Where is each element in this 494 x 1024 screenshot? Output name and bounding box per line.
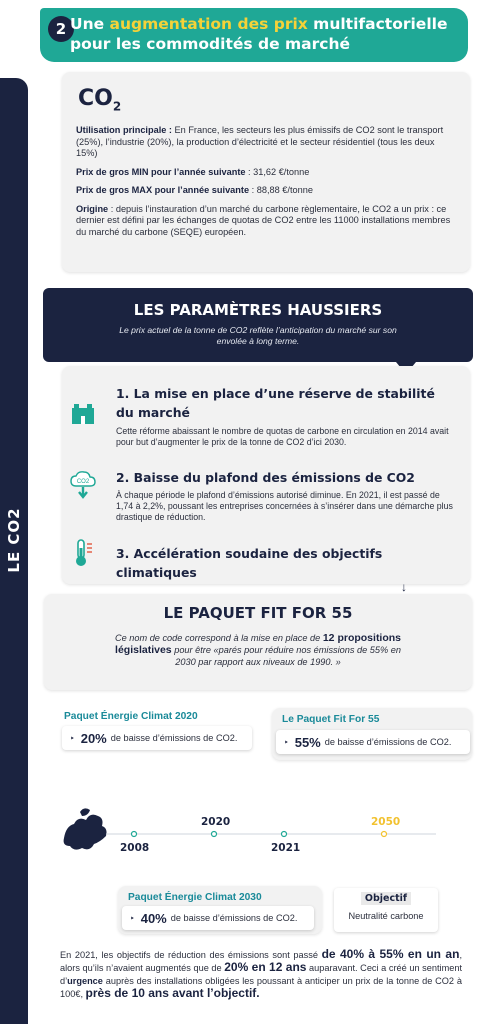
objectif-text: Neutralité carbone <box>348 911 424 921</box>
package-text: de baisse d’émissions de CO2. <box>324 737 452 747</box>
co2-heading-main: CO <box>78 86 113 111</box>
footer-text: auprès des installations obligées les poussant à anticiper un prix de la tonne de CO2 à 100€, <box>60 975 462 1000</box>
footer-text: , alors qu’ils n’avaient augmentés que de <box>60 950 462 974</box>
usage-label: Utilisation principale : <box>76 125 175 136</box>
fit55-text-bold: 12 propositions législatives <box>115 632 402 656</box>
package-2030-box <box>122 906 314 930</box>
package-value: 40% <box>140 910 167 926</box>
max-price-label: Prix de gros MAX pour l’année suivante <box>76 185 250 196</box>
title-part: multifactorielle pour les commodités de marché <box>70 15 448 53</box>
footer-text: auparavant. Ceci a créé un sentiment d’ <box>60 963 462 986</box>
fit55-title: LE PAQUET FIT FOR 55 <box>163 604 353 622</box>
timeline-year: 2020 <box>201 816 231 828</box>
min-price-label: Prix de gros MIN pour l’année suivante <box>76 166 246 177</box>
co2-heading-sub: 2 <box>112 99 122 114</box>
package-value: 55% <box>294 734 321 750</box>
package-2020-box <box>62 726 252 750</box>
timeline-year: 2050 <box>371 816 401 828</box>
bullet-icon: ‣ <box>70 733 75 743</box>
bullet-icon: ‣ <box>130 913 135 923</box>
item-title: 3. Accélération soudaine des objectifs climatiques <box>116 546 383 580</box>
objectif-title: Objectif <box>361 892 411 905</box>
item-title: 1. La mise en place d’une réserve de stabilité du marché <box>116 386 435 420</box>
building-icon <box>70 398 96 428</box>
origin-label: Origine <box>76 203 109 214</box>
package-2030-title: Paquet Énergie Climat 2030 <box>128 892 262 903</box>
co2-cloud-icon <box>70 470 96 500</box>
footer-bold: de 40% à 55% en un an <box>321 947 460 961</box>
timeline-year: 2021 <box>271 842 301 854</box>
usage-text: En France, les secteurs les plus émissifs de CO2 sont le transport (25%), l’industrie (20%), la production d’électricité et le secteur résidentiel (tous les deux 15%) <box>76 125 444 159</box>
timeline-year: 2008 <box>120 842 150 854</box>
co2-cloud-label: CO2 <box>76 479 90 485</box>
footer-bold: près de 10 ans avant l’objectif. <box>85 986 260 1001</box>
footer-text: En 2021, les objectifs de réduction des émissions sont passé <box>60 950 322 960</box>
origin-text: : depuis l’instauration d’un marché du carbone règlementaire, le CO2 a un prix : ce dernier est défini par les échanges de quotas de CO2 entre les 11000 installations membres du marché du carbone (SEQE) européen. <box>76 203 451 237</box>
origin-paragraph <box>76 204 456 239</box>
usage-paragraph <box>76 125 456 160</box>
package-value: 20% <box>80 730 107 746</box>
objectif-box <box>334 888 438 932</box>
fit55-text-part: pour être «parés pour réduire nos émissions de 55% en 2030 par rapport aux niveaux de 1990. » <box>171 645 401 667</box>
section-title <box>70 14 468 54</box>
params-title: LES PARAMÈTRES HAUSSIERS <box>133 301 383 319</box>
side-label: LE CO2 <box>5 507 23 573</box>
footer-bold: urgence <box>67 975 103 986</box>
thermometer-icon <box>70 538 96 568</box>
section-header <box>40 8 468 62</box>
fit55-text-part: Ce nom de code correspond à la mise en place de <box>114 633 323 643</box>
item-text: Cette réforme abaissant le nombre de quotas de carbone en circulation en 2014 avait pour but d’augmenter le prix de la tonne de CO2 d’ici 2030. <box>116 426 449 447</box>
max-price <box>76 185 456 197</box>
params-subtitle: Le prix actuel de la tonne de CO2 reflète l’anticipation du marché sur son envolée à long terme. <box>119 325 397 346</box>
down-arrow-icon: ↓ <box>401 580 407 594</box>
min-price <box>76 167 456 179</box>
section-number: 2 <box>48 16 74 42</box>
timeline <box>60 804 440 864</box>
params-list <box>62 366 470 584</box>
co2-heading <box>78 86 456 113</box>
package-2020-title: Paquet Énergie Climat 2020 <box>64 711 198 722</box>
title-highlight: augmentation des prix <box>109 15 308 33</box>
item-text: À chaque période le plafond d’émissions autorisé diminue. En 2021, il est passé de 1,74 à 2,2%, poussant les entreprises concernées à s’insérer dans une démarche plus drastique de réduction. <box>116 490 453 522</box>
package-text: de baisse d’émissions de CO2. <box>110 733 238 743</box>
package-text: de baisse d’émissions de CO2. <box>170 913 298 923</box>
min-price-value: : 31,62 €/tonne <box>245 166 310 177</box>
params-banner <box>43 288 473 362</box>
co2-info-card <box>62 72 470 272</box>
package-fit-box <box>276 730 470 754</box>
conclusion-paragraph <box>60 948 462 1001</box>
europe-map-icon <box>64 808 107 849</box>
bullet-icon: ‣ <box>284 737 289 747</box>
fit55-card <box>44 594 472 690</box>
item-title: 2. Baisse du plafond des émissions de CO2 <box>116 470 415 485</box>
title-part: Une <box>70 15 110 33</box>
fit55-text <box>108 632 408 668</box>
footer-bold: 20% en 12 ans <box>224 960 307 975</box>
package-fit-title: Le Paquet Fit For 55 <box>282 714 380 725</box>
max-price-value: : 88,88 €/tonne <box>249 185 313 196</box>
